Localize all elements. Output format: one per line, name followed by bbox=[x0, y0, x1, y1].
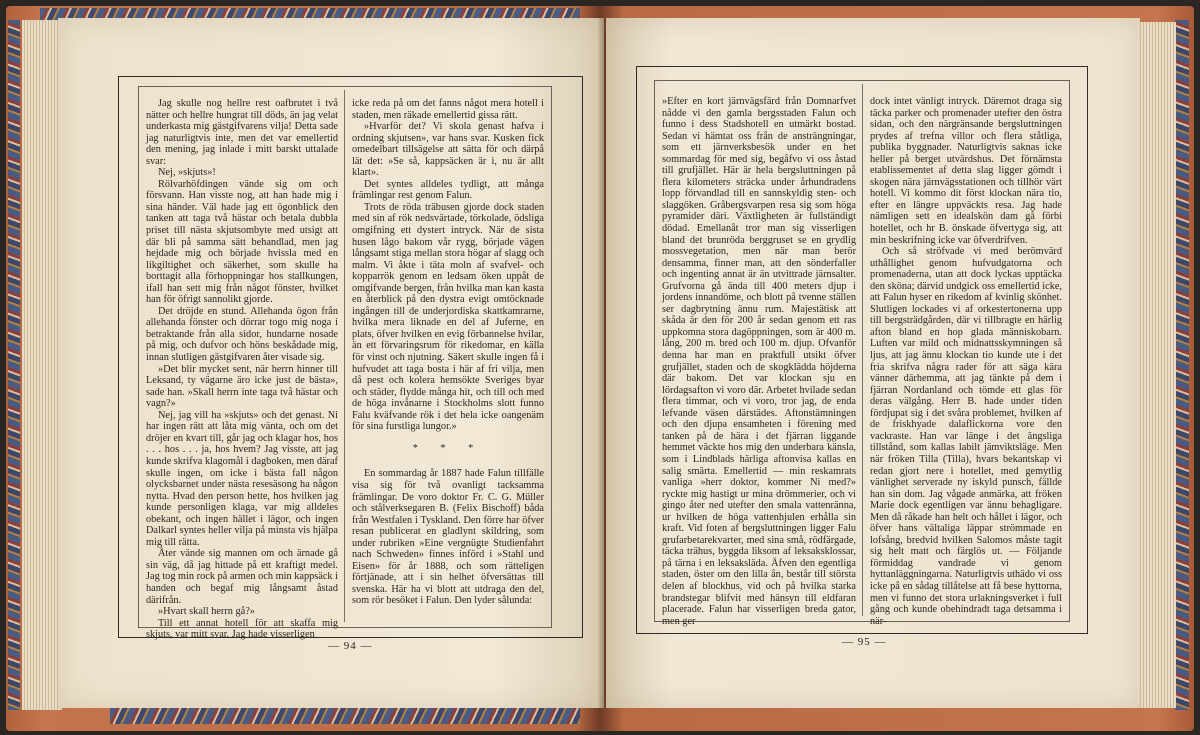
marbled-edge-left bbox=[8, 20, 20, 710]
paragraph: Jag skulle nog hellre rest oafbrutet i två nätter och hellre hungrat till döds, än jag velat underkasta mig gästgifvarens vilja! Detta sade jag naturligtvis inte, men det var emellertid den mening, jag inlade i mitt barskt uttalade svar: bbox=[146, 98, 338, 167]
page-edges-right bbox=[1138, 22, 1176, 708]
paragraph: Åter vände sig mannen om och ärnade gå sin väg, då jag hittade på ett kraftigt medel. Jag tog min rock på armen och min kappsäck i handen och begaf mig långsamt åstad därifrån. bbox=[146, 548, 338, 606]
left-page-column-2 bbox=[352, 98, 544, 618]
page-edges-left bbox=[22, 20, 62, 710]
left-page-column-1 bbox=[146, 98, 338, 641]
right-page-column-2 bbox=[870, 96, 1062, 627]
right-column-rule bbox=[862, 84, 863, 616]
paragraph: Till ett annat hotell för att skaffa mig skjuts, var mitt svar. Jag hade visserligen bbox=[146, 617, 338, 641]
paragraph: icke reda på om det fanns något mera hotell i staden, men räkade emellertid gissa rätt. bbox=[352, 98, 544, 121]
paragraph: Rölvarhöfdingen vände sig om och försvann. Han visste nog, att han hade mig i sina händer. Väl hade jag ett ögonblick den tanken att taga två hästar och betala dubbla priset till nästa skjutsombyte med utsigt att där bli på samma sätt behandlad, men jag hejdade mig och började hvissla med en likgiltighet och säkerhet, som skulle ha borttagit alla förhoppningar hos stallkungen, ifall han sett mig från något fönster, hvilket han för öfrigt sannolikt gjorde. bbox=[146, 178, 338, 306]
right-page-column-1 bbox=[662, 96, 856, 627]
paragraph: Trots de röda träbusen gjorde dock staden med sin af rök nedsvärtade, törkolade, ödsliga omgifning ett dystert intryck. När de sista husen lågo bakom vår rygg, började vägen långsamt stiga mellan stora högar af slagg och malm. Vi åkte i täta moln af svafvel- och kopparrök genom en ledsam öken uppåt de omgifvande bergen, från hvilka man kan kasta en återblick på den dystra evigt omtöcknade ingången till de underjordiska skattkamrarne, hvilka mera liknade en del af Juferne, en plats, öfver hvilken en evig förbannelse hvilar, än ett förvaringsrum för rikedomar, en källa för vinst och njutning. Säkert skulle ingen få i hufvudet att taga bosta i här af fri vilja, men då pest och kolera hemsökte Sveriges byar och städer, flydde många hit, och till och med de höga invånarne i Stockholms slott funno Falu kväfvande rök i det hela icke oangenäm för sina furstliga lungor.» bbox=[352, 201, 544, 433]
paragraph: »Hvarför det? Vi skola genast hafva i ordning skjutsen», var hans svar. Kusken fick omedelbart tillsägelse att sätta för och därpå lät det: »Se så, kappsäcken är i, nu är allt klart». bbox=[352, 121, 544, 179]
marbled-edge-right bbox=[1175, 20, 1189, 710]
paragraph: »Hvart skall herrn gå?» bbox=[158, 606, 255, 618]
paragraph: »Det blir mycket sent, när herrn hinner till Leksand, ty vägarne äro icke just de bästa», sade han. »Skall herrn inte taga två hästar och vagn?» bbox=[146, 363, 338, 410]
paragraph: En sommardag år 1887 hade Falun tillfälle visa sig för två ovanligt tacksamma främlingar. De voro doktor Fr. C. G. Müller och stålverksegaren B. (Felix Bischoff) båda från Westfalen i Tyskland. Den förre har öfver resan publicerat en gladlynt skildring, som under rubriken »Eine vergnügte Studienfahrt nach Schweden» finnes införd i »Stahl und Eisen» för år 1888, och som rätteligen förtjänade, att i sin helhet öfversättas till svenska. Här ha vi blott att utdraga den del, som rör besöket i Falun. Den lyder sålunda: bbox=[352, 468, 544, 607]
page-number-right: — 95 — bbox=[842, 636, 887, 648]
paragraph: »Efter en kort järnvägsfärd från Domnarfvet nådde vi den gamla bergsstaden Falun och funno i dess Stadshotell en utmärkt bostad. Sedan vi hämtat oss från de ansträngningar, som ett järnverksbesök under en het sommardag för med sig, begåfvo vi oss åstad till grufjället. Här är hela bergsluttningen på flera kilometers sträcka under århundradens lopp förvandlad till en sannskyldig sten- och slaggöken. Gråbergsvarpen resa sig som höga pyramider däri. Växtligheten är fullständigt dödad. Emellanåt tror man sig visserligen bland det brunröda berggruset se en grydlig mossvegetation, men när man berör densamma, finner man, att den sönderfaller och ingenting annat är än utvittrade järnsalter. Grufvorna gå ända till 400 meters djup i jordens innandöme, och blott på tvenne ställen ser dagbrytning ännu rum. Majestätisk att skåda är den för 200 år sedan genom ett ras uppkomna stora dagöppningen, som är 400 m. lång, 200 m. bred och 100 m. djup. Ofvanför denna har man en praktfull utsikt öfver grufjället, staden och de skogklädda höjderna där bakom. Det var klockan sju en lördagsafton vi voro där. Arbetet hvilade sedan flera timmar, och vi voro, tror jag, de enda lefvande väsen därstädes. Aftonstämningen och den djupa ensamheten i förening med tanken på de hära i det fjärran liggande hemmet väckte hos mig den underbara känsla, som i Lindblads härliga aftonvisa kallas en salig smärta. Emellertid — min reskamrats vanliga »herr doktor, kommer Ni med?» ryckte mig hastigt ur mina drömmerier, och vi gingo åter ned utefter den smala vattenränna, ur hvilken de höga vattenhjulen erhålla sin kraft. Vid foten af bergsluttningen ligger Falu grufarbetarekvarter, med sina små, rödfärgade, täcka trähus, byggda liksom af leksaksklossar, på tärna i en leksaksläda. Äfven den egentliga staden, öster om den lilla ån, består till största delen af blockhus, vid och på hvilka starka brandstegar blifvit med hänsyn till eldfaran placerade. Falun har visserligen breda gator, men ger bbox=[662, 96, 856, 627]
section-divider: * * * bbox=[412, 442, 484, 454]
paragraph: Nej, »skjuts»! bbox=[158, 167, 216, 179]
paragraph: Nej, jag vill ha »skjuts» och det genast. Ni har ingen rätt att låta mig vänta, och om det dröjer en kvart till, går jag och klagar hos, hos . . . hos . . . ja, hos hvem? Jag visste, att jag kunde skrifva klagomål i dagboken, men däraf skulle ingen, om icke i bästa fall någon olycksbarnet under nästa resesäsong ha någon nytta. Hvad den person hette, hos hvilken jag kunde personligen klaga, var mig alldeles obekant, och ingen hället i lägor, och ingen Dalkarl syntes heller vilja på minsta vis hjälpa mig till rätta. bbox=[146, 409, 338, 548]
paragraph: dock intet vänligt intryck. Däremot draga sig täcka parker och promenader utefter den östra sidan, och den närgränsande bergsluttningen prydes af trefna villor och flera ståtliga, publika byggnader. Naturligtvis saknas icke heller på berget utvärdshus. Det förnämsta etablissementet af detta slag ligger gömdt i skogen nära järnvägsstationen och tillhör värt hotell. Vi kommo dit först klockan nära tio, efter en längre uppväckts resa. Jag hade nämligen sett en idealskön dam gå förbi hotellet, och hr B. önskade öfvertyga sig, att min beskrifning icke var öfverdrifven. bbox=[870, 96, 1062, 246]
paragraph: Det dröjde en stund. Allehanda ögon från allehanda fönster och dörrar togo mig noga i betraktande från alla sidor, hundarne nosade på mig, och dufvor och höns beskådade mig, innan slutligen gästgifvaren åter visade sig. bbox=[146, 305, 338, 364]
left-column-rule bbox=[344, 90, 345, 622]
paragraph: Och så ströfvade vi med berömvärd uthållighet genom hufvudgatorna och promenaderna, utan att dock lyckas upptäcka den sköna; därvid undgick oss emellertid icke, att Falun hyser en rikedom af kvinlig skönhet. Slutligen lockades vi af orkestertonerna upp till bergsträdgården, där vi tillbragte en härlig afton bland en hop glada människobarn. Luften var mild och midnattsskymningen så ljus, att jag ännu klockan tio kunde ute i det fria skrifva några rader för att säga kära vänner därhemma, att jag tänkte på dem i fjärran Nordanland och tömde ett glas för deras välgång. Herr B. hade under tiden fördjupat sig i det svåra problemet, hvilken af de friskhyade dalaflickorna vore den vackraste. Han var länge i det ängsliga tillstånd, som kallas labilt jämviktsläge. Men när fröken Tilla (Tilla), hvars bekantskap vi redan gjort nere i hotellet, med gemytlig vänlighet serverade ny iskyld punsch, fällde han sin dom. Jag vågade anmärka, att fröken Marie dock egentligen var ännu behagligare. Men då råkade han helt och hållet i lägor, och öfver hans vältaliga läppar strömmade en lofsång, bredvid hvilken Salomos måste tagit sig helt matt och färglös ut. — Följande förmiddag vandrade vi genom hyttanläggningarna. Naturligtvis uthädo vi oss icke på en sådag tillåtelse att få bese hyttorna, men vi funno det stora urlakningsverket i full gång och kunde obehindradt taga detsamma i när- bbox=[870, 246, 1062, 627]
marbled-edge-bottom bbox=[110, 708, 580, 724]
page-number-left: — 94 — bbox=[328, 640, 373, 652]
paragraph: Det syntes alldeles tydligt, att många främlingar rest genom Falun. bbox=[352, 178, 544, 202]
